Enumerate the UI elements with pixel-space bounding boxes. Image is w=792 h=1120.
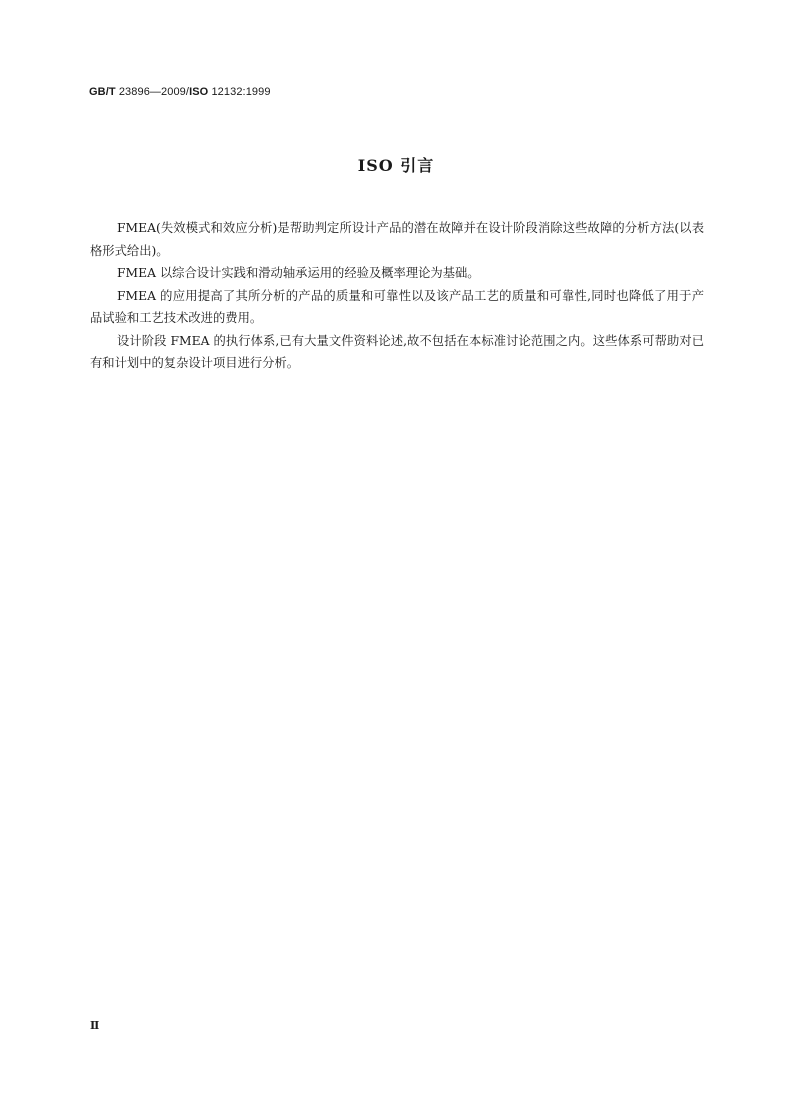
paragraph-2: FMEA 以综合设计实践和滑动轴承运用的经验及概率理论为基础。 [117, 266, 480, 280]
iso-prefix: ISO [189, 86, 209, 98]
introduction-body [90, 217, 704, 375]
paragraph-1: FMEA(失效模式和效应分析)是帮助判定所设计产品的潜在故障并在设计阶段消除这些故障的分析方法(以表格形式给出)。 [90, 221, 704, 258]
paragraph-4: 设计阶段 FMEA 的执行体系,已有大量文件资料论述,故不包括在本标准讨论范围之内。这些体系可帮助对已有和计划中的复杂设计项目进行分析。 [90, 333, 704, 370]
paragraph-3: FMEA 的应用提高了其所分析的产品的质量和可靠性以及该产品工艺的质量和可靠性,同时也降低了用于产品试验和工艺技术改进的费用。 [90, 288, 704, 325]
standard-prefix: GB/T [89, 86, 116, 98]
page-title: ISO 引言 [357, 156, 435, 175]
standard-number: 23896—2009/ [115, 86, 190, 98]
iso-number: 12132:1999 [208, 86, 271, 98]
page-number: Ⅱ [90, 1019, 100, 1032]
document-header [89, 86, 271, 98]
